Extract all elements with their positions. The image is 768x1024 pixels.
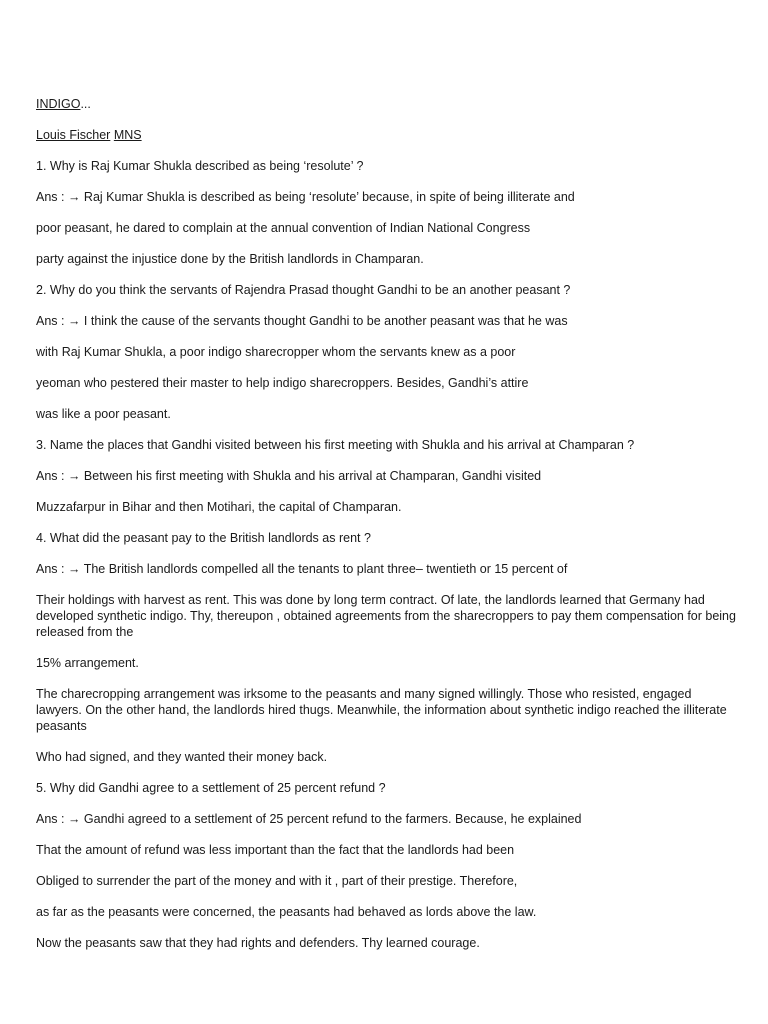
question-2: 2. Why do you think the servants of Rajendra Prasad thought Gandhi to be an another peasant ? xyxy=(36,283,571,297)
answer-5-line-1: Ans : → Gandhi agreed to a settlement of 25 percent refund to the farmers. Because, he explained xyxy=(36,812,582,826)
answer-4-line-5: Who had signed, and they wanted their money back. xyxy=(36,750,328,764)
answer-2-line-4: was like a poor peasant. xyxy=(36,407,171,421)
answer-1-line-2: poor peasant, he dared to complain at the annual convention of Indian National Congress xyxy=(36,221,531,235)
answer-4-paragraph-2: Their holdings with harvest as rent. This was done by long term contract. Of late, the landlords learned that Germany had developed synthetic indigo. Thy, thereupon , obtained agreements from the sharecroppers to pay them compensation for being released from the xyxy=(36,593,736,639)
answer-5-line-5: Now the peasants saw that they had rights and defenders. Thy learned courage. xyxy=(36,936,480,950)
answer-2-line-1: Ans : → I think the cause of the servants thought Gandhi to be another peasant was that he was xyxy=(36,314,568,328)
author-name: Louis Fischer xyxy=(36,128,111,142)
answer-2-line-2: with Raj Kumar Shukla, a poor indigo sharecropper whom the servants knew as a poor xyxy=(36,345,516,359)
title-text: INDIGO xyxy=(36,97,81,111)
answer-5-line-2: That the amount of refund was less important than the fact that the landlords had been xyxy=(36,843,515,857)
answer-5-line-4: as far as the peasants were concerned, the peasants had behaved as lords above the law. xyxy=(36,905,537,919)
answer-3-line-2: Muzzafarpur in Bihar and then Motihari, the capital of Champaran. xyxy=(36,500,402,514)
answer-3-line-1: Ans : → Between his first meeting with Shukla and his arrival at Champaran, Gandhi visited xyxy=(36,469,542,483)
answer-1-line-3: party against the injustice done by the British landlords in Champaran. xyxy=(36,252,424,266)
question-4: 4. What did the peasant pay to the British landlords as rent ? xyxy=(36,531,371,545)
question-3: 3. Name the places that Gandhi visited between his first meeting with Shukla and his arrival at Champaran ? xyxy=(36,438,635,452)
answer-4-paragraph-4: The charecropping arrangement was irksome to the peasants and many signed willingly. Those who resisted, engaged lawyers. On the other hand, the landlords hired thugs. Meanwhile, the information about synthetic indigo reached the illiterate peasants xyxy=(36,687,727,733)
answer-1-line-1: Ans : → Raj Kumar Shukla is described as being ‘resolute’ because, in spite of being illiterate and xyxy=(36,190,575,204)
author-line xyxy=(36,127,736,143)
question-5: 5. Why did Gandhi agree to a settlement of 25 percent refund ? xyxy=(36,781,386,795)
answer-2-line-3: yeoman who pestered their master to help indigo sharecroppers. Besides, Gandhi’s attire xyxy=(36,376,529,390)
author-initials: MNS xyxy=(113,128,142,142)
document-page xyxy=(36,96,736,966)
answer-4-line-3: 15% arrangement. xyxy=(36,656,139,670)
question-1: 1. Why is Raj Kumar Shukla described as being ‘resolute’ ? xyxy=(36,159,364,173)
title-ellipsis: ... xyxy=(80,97,91,111)
answer-5-line-3: Obliged to surrender the part of the money and with it , part of their prestige. Therefore, xyxy=(36,874,518,888)
answer-4-line-1: Ans : → The British landlords compelled all the tenants to plant three– twentieth or 15 percent of xyxy=(36,562,568,576)
document-title xyxy=(36,96,736,112)
